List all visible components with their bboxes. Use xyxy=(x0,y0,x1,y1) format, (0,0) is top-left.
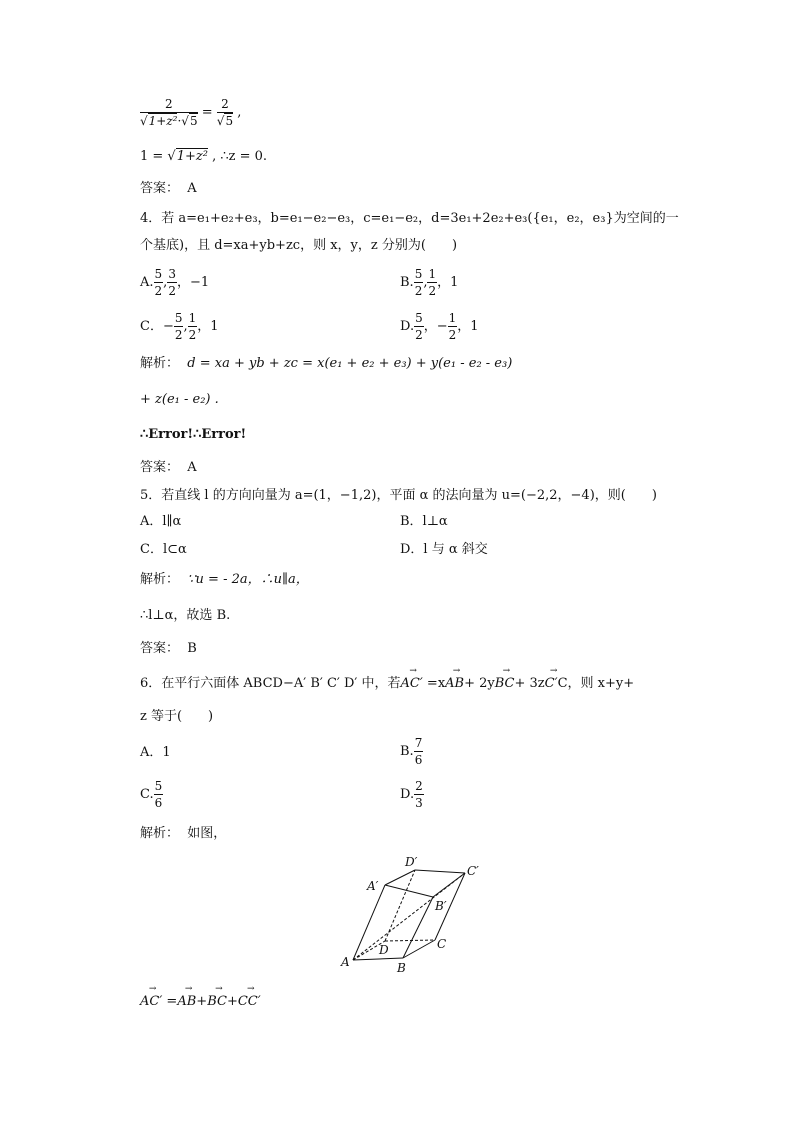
equation-top: $\frac{2}{\text{√1+z²·√5}}$ = $\frac{2}{√5}$ , xyxy=(140,97,242,128)
q4-solution-3: ∴Error!∴Error! xyxy=(140,427,247,442)
q6-option-d: D. $\frac{2}{3}$ xyxy=(400,779,423,810)
label-d1: D′ xyxy=(405,855,418,869)
q5-solution-2: ∴l⊥α，故选 B. xyxy=(140,608,231,623)
q4-line1: 4．若 a=e₁+e₂+e₃，b=e₁−e₂−e₃，c=e₁−e₂，d=3e₁+2e₂+e₃({e₁，e₂，e₃}为空间的一 xyxy=(140,211,679,226)
fraction-rhs: $\frac{2}{√5}$ xyxy=(216,97,234,128)
q5-option-a: A．l∥α xyxy=(140,514,182,529)
answer-3: 答案： A xyxy=(140,181,197,196)
q5-line1: 5．若直线 l 的方向向量为 a=(1，−1,2)，平面 α 的法向量为 u=(−2,2，−4)，则( ) xyxy=(140,488,657,503)
fraction: $\frac{2}{\text{√1+z²·√5}}$ xyxy=(140,97,198,128)
edge-a1b1 xyxy=(385,885,433,897)
q6-final-equation: → AC′ =→ AB+→ BC+→ CC′ xyxy=(140,995,261,1008)
q4-option-c: C．− $\frac{5}{2}$ , $\frac{1}{2}$ ，1 xyxy=(140,311,219,342)
q6-option-a: A．1 xyxy=(140,745,171,760)
label-b1: B′ xyxy=(435,899,447,913)
edge-a1d1 xyxy=(385,870,415,885)
q6-line1: 6．在平行六面体 ABCD−A′ B′ C′ D′ 中，若→ AC′ =x→ AB+ 2y→ BC+ 3z→ C′C，则 x+y+ xyxy=(140,677,634,690)
label-c1: C′ xyxy=(467,864,479,878)
equation-2: 1 = √1+z² , ∴z = 0. xyxy=(140,149,268,164)
label-a1: A′ xyxy=(367,879,379,893)
q5-answer: 答案： B xyxy=(140,641,197,656)
label-a: A xyxy=(341,955,350,969)
q6-option-b: B. $\frac{7}{6}$ xyxy=(400,736,423,767)
parallelepiped-figure xyxy=(335,855,495,980)
hidden-edge-dc xyxy=(385,940,435,941)
q4-option-a: A. $\frac{5}{2}$ , $\frac{3}{2}$ ，−1 xyxy=(140,267,210,298)
label-d: D xyxy=(379,943,389,957)
edge-bb1 xyxy=(403,897,433,958)
q4-option-d: D. $\frac{5}{2}$ ，− $\frac{1}{2}$ ，1 xyxy=(400,311,479,342)
edge-d1c1 xyxy=(415,870,465,873)
q5-option-b: B．l⊥α xyxy=(400,514,448,529)
q6-option-c: C. $\frac{5}{6}$ xyxy=(140,779,163,810)
edge-ab xyxy=(353,958,403,960)
q6-solution-1: 解析： 如图， xyxy=(140,826,227,841)
q6-line2: z 等于( ) xyxy=(140,709,214,724)
hidden-edge-dd1 xyxy=(385,870,415,941)
q5-solution-1: 解析： ∵u = - 2a，∴u∥a， xyxy=(140,572,309,587)
q4-solution-1: 解析： d = xa + yb + zc = x(e₁ + e₂ + e₃) + y(e₁ - e₂ - e₃) xyxy=(140,356,513,371)
q4-solution-2: + z(e₁ - e₂) . xyxy=(140,392,219,407)
label-b: B xyxy=(397,961,406,975)
q4-line2: 个基底)，且 d=xa+yb+zc，则 x，y，z 分别为( ) xyxy=(140,238,458,253)
label-c: C xyxy=(437,937,447,951)
q4-option-b: B. $\frac{5}{2}$ , $\frac{1}{2}$ ，1 xyxy=(400,267,459,298)
q4-answer: 答案： A xyxy=(140,460,197,475)
q5-option-c: C．l⊂α xyxy=(140,542,187,557)
q5-option-d: D．l 与 α 斜交 xyxy=(400,542,488,557)
